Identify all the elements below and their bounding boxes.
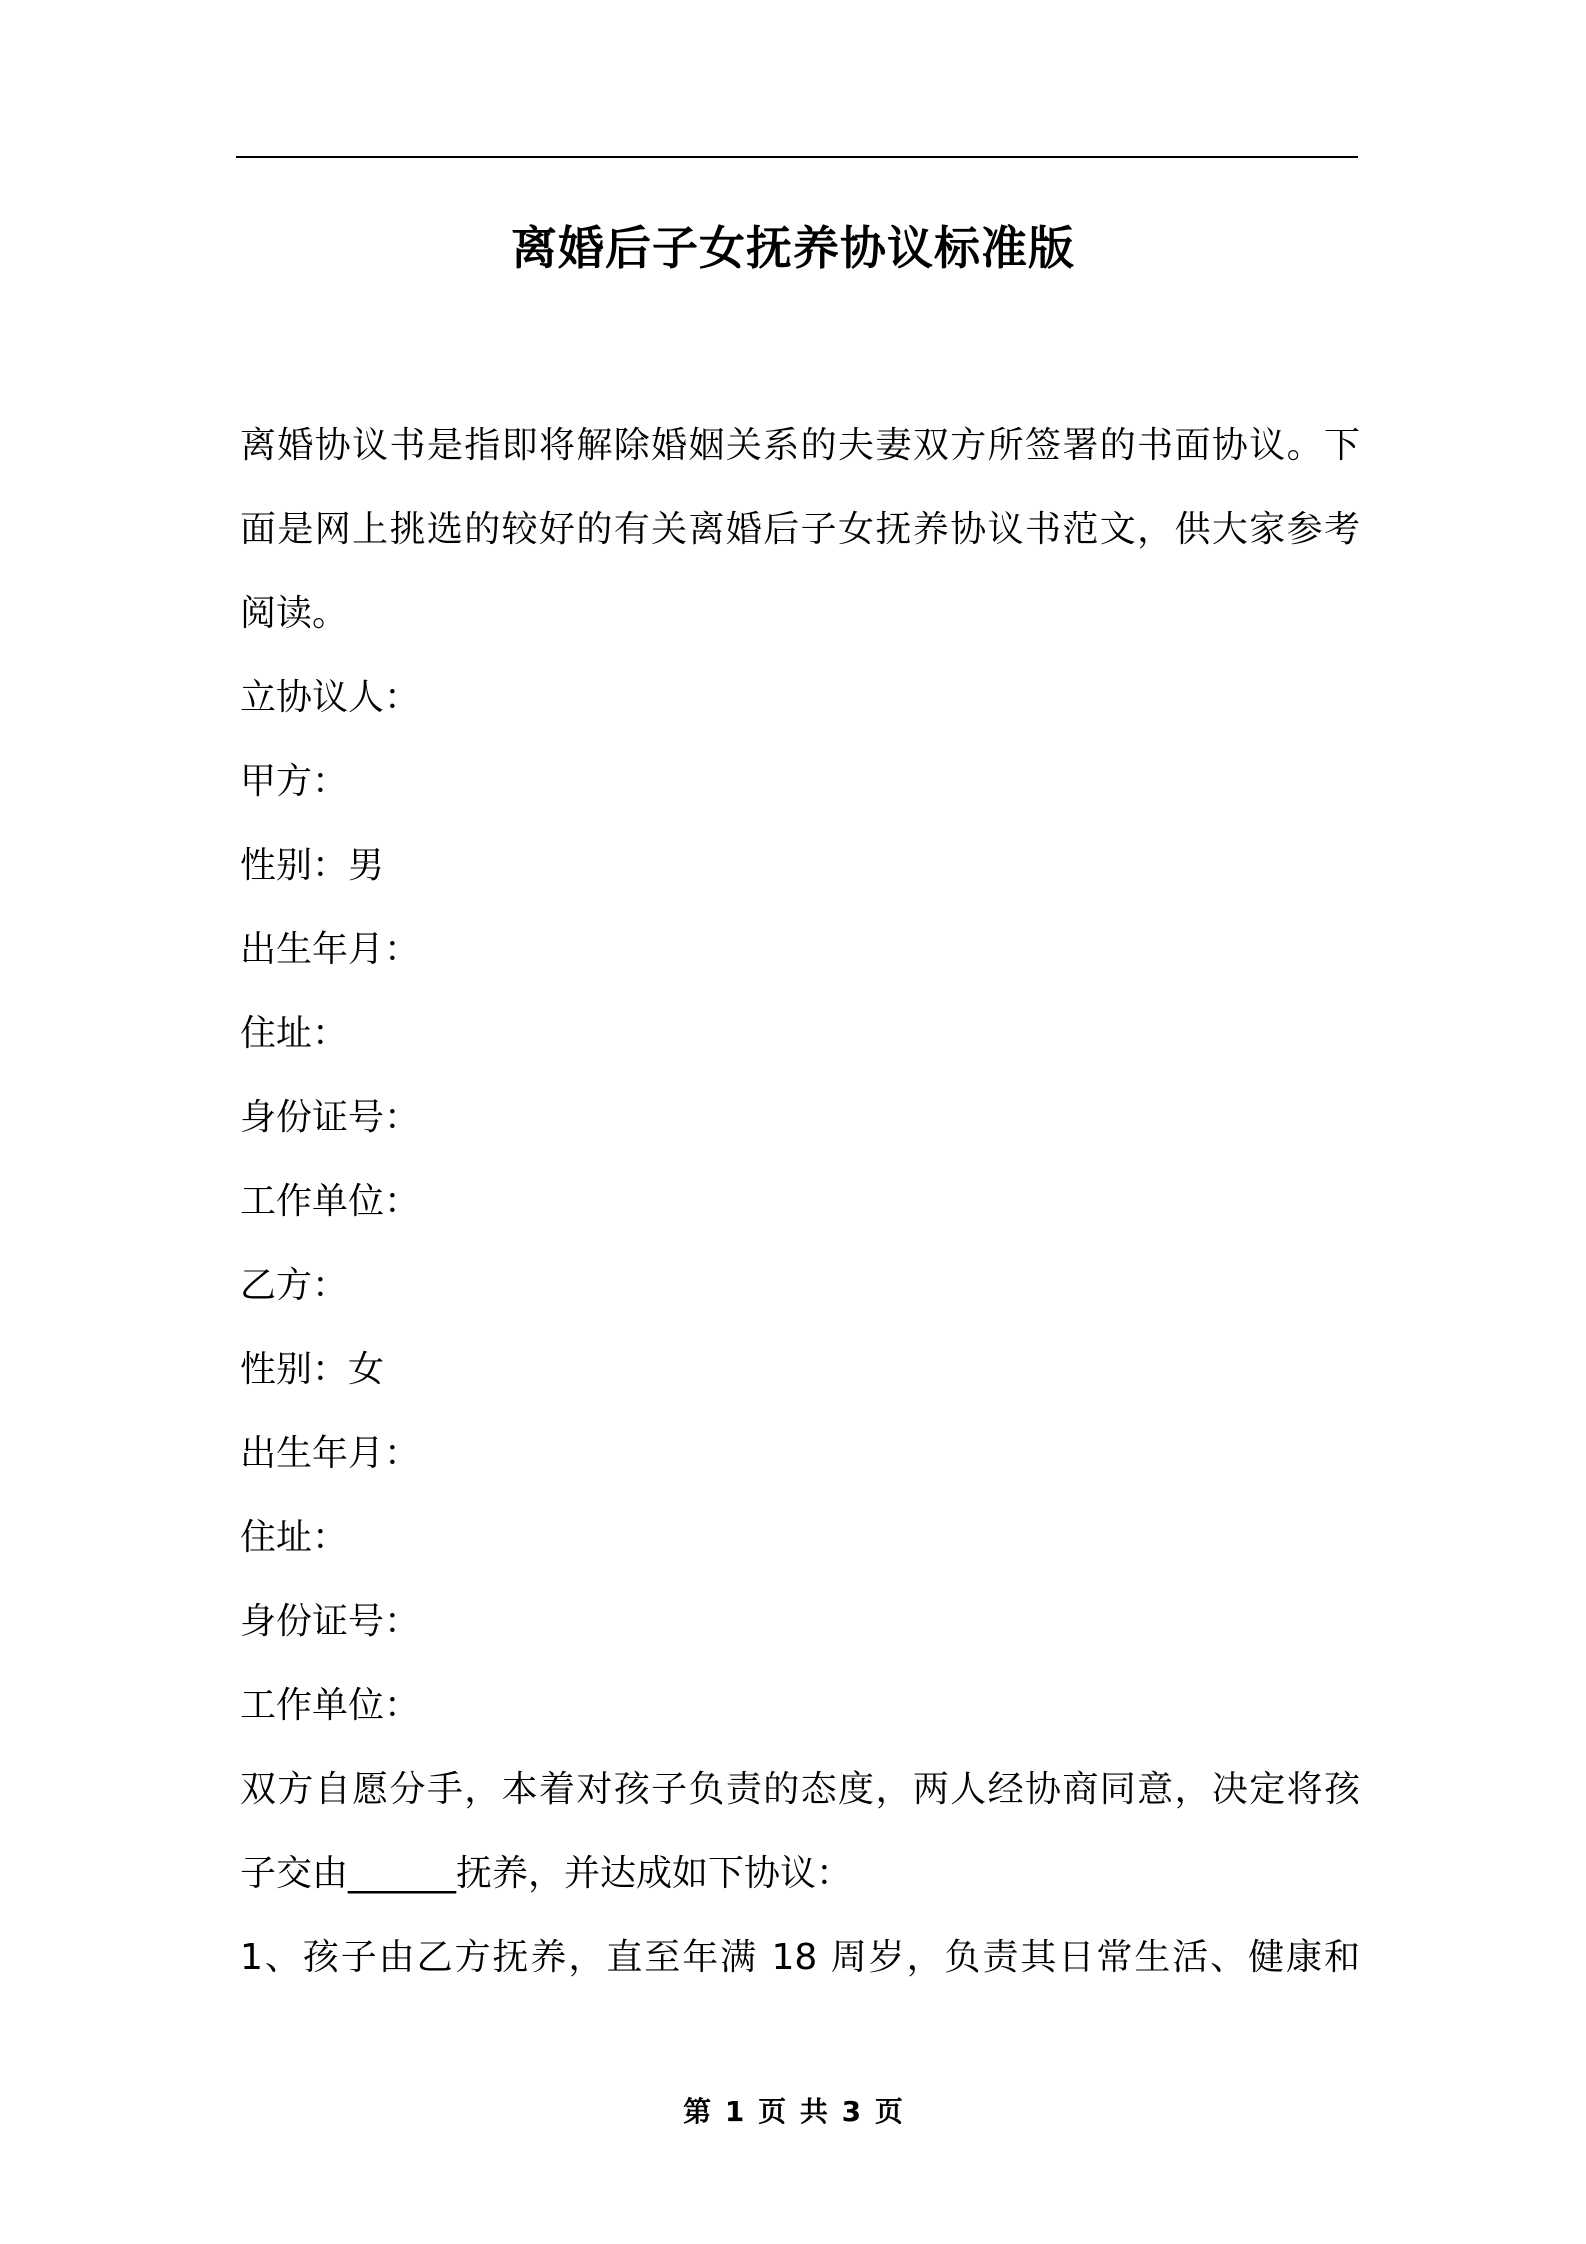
body-line: 子交由______抚养，并达成如下协议： [240,1853,853,1894]
page-footer: 第 1 页 共 3 页 [683,2095,903,2128]
field-label-birth-a: 出生年月： [240,929,421,970]
field-label-id-b: 身份证号： [240,1601,421,1642]
body-line: 离婚协议书是指即将解除婚姻关系的夫妻双方所签署的书面协议。下 [240,425,1360,466]
field-label-address-b: 住址： [240,1517,349,1558]
field-label-employer-a: 工作单位： [240,1181,421,1222]
field-label-gender-b: 性别：女 [240,1349,385,1390]
document-title: 离婚后子女抚养协议标准版 [511,221,1075,275]
body-line: 阅读。 [240,593,349,634]
header-rule [236,156,1358,158]
body-line: 面是网上挑选的较好的有关离婚后子女抚养协议书范文，供大家参考 [240,509,1360,550]
field-label-id-a: 身份证号： [240,1097,421,1138]
field-label-gender-a: 性别：男 [240,845,385,886]
body-line: 双方自愿分手，本着对孩子负责的态度，两人经协商同意，决定将孩 [240,1769,1360,1810]
document-body [240,404,1360,2000]
field-label-birth-b: 出生年月： [240,1433,421,1474]
field-label-employer-b: 工作单位： [240,1685,421,1726]
field-label-party-a: 甲方： [240,761,349,802]
field-label-party-b: 乙方： [240,1265,349,1306]
field-label-address-a: 住址： [240,1013,349,1054]
field-label-party-agreement: 立协议人： [240,677,421,718]
body-line: 1、孩子由乙方抚养，直至年满 18 周岁，负责其日常生活、健康和 [240,1937,1360,1978]
